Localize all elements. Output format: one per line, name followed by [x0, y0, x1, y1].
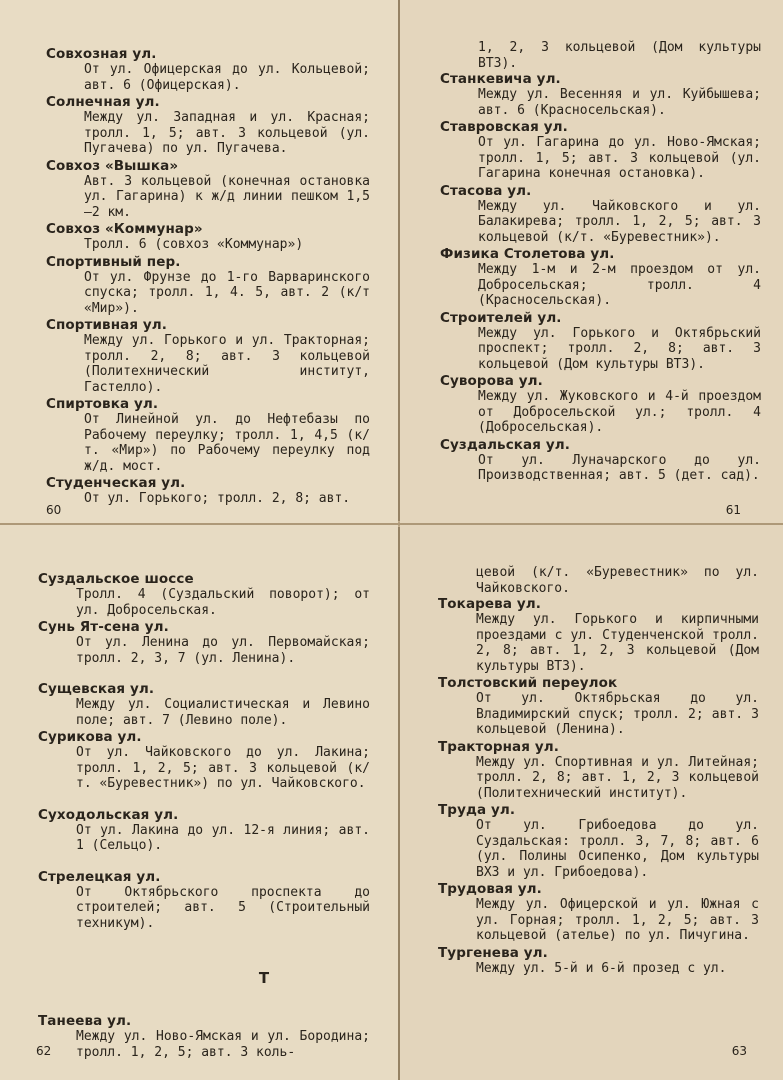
street-route: От ул. Чайковского до ул. Лакина; тролл. 1, 2, 5; авт. 3 кольцевой (к/т. «Буревестник») по ул. Чайковского. [76, 745, 370, 791]
page-63 [400, 525, 783, 1080]
street-name: Совхозная ул. [46, 46, 157, 62]
street-name: Физика Столетова ул. [440, 246, 615, 262]
entry [440, 246, 761, 309]
street-name: Строителей ул. [440, 309, 562, 326]
street-route: Между ул. Весенняя и ул. Куйбышева; авт. 6 (Красносельская). [478, 87, 761, 118]
street-name: Студенческая ул. [46, 475, 186, 491]
street-route: Между ул. Горького и Октябрьский проспект; тролл. 2, 8; авт. 3 кольцевой (Дом культуры ВТЗ). [478, 325, 761, 372]
entry [438, 739, 759, 802]
street-name: Тракторная ул. [438, 738, 559, 755]
street-name: Ставровская ул. [440, 119, 568, 135]
street-route: Между ул. Западная и ул. Красная; тролл. 1, 5; авт. 3 кольцевой (ул. Пугачева) по ул. Пугачева. [84, 110, 370, 156]
street-route: От ул. Горького; тролл. 2, 8; авт. [84, 491, 351, 506]
street-name: Сурикова ул. [38, 729, 142, 745]
street-route: От Линейной ул. до Нефтебазы по Рабочему переулку; тролл. 1, 4,5 (к/т. «Мир») по Рабочему переулку под ж/д. мост. [84, 412, 370, 474]
entry [38, 807, 370, 854]
entry [38, 571, 370, 618]
street-route: Между ул. 5-й и 6-й прозед с ул. [476, 960, 727, 976]
street-route: Между ул. Горького и кирпичными проездами с ул. Студенченской тролл. 2, 8; авт. 1, 2, 3 кольцевой (Дом культуры ВТЗ). [476, 612, 759, 674]
street-name: Совхоз «Вышка» [46, 157, 179, 174]
street-name: Суздальская ул. [440, 436, 570, 453]
entry [438, 802, 759, 880]
street-route: Между ул. Спортивная и ул. Литейная; тролл. 2, 8; авт. 1, 2, 3 кольцевой (Политехнический институт). [476, 754, 759, 801]
entry [38, 729, 370, 792]
street-route: От ул. Офицерская до ул. Кольцевой; авт. 6 (Офицерская). [84, 62, 370, 93]
entry [438, 881, 759, 944]
entry [438, 596, 759, 674]
street-route: Между ул. Чайковского и ул. Балакирева; тролл. 1, 2, 5; авт. 3 кольцевой (к/т. «Буревестник»). [478, 198, 761, 245]
street-route: Между ул. Социалистическая и Левино поле; авт. 7 (Левино поле). [76, 697, 370, 728]
entry [38, 681, 370, 728]
spacer [38, 855, 370, 869]
street-name: Совхоз «Коммунар» [46, 221, 203, 237]
entry [46, 254, 370, 317]
entry [440, 373, 761, 436]
spacer [38, 667, 370, 681]
entry [46, 46, 370, 93]
street-name: Токарева ул. [438, 596, 541, 612]
street-route: От ул. Ленина до ул. Первомайская; тролл. 2, 3, 7 (ул. Ленина). [76, 635, 370, 666]
street-name: Сущевская ул. [38, 681, 155, 697]
street-route: Между 1-м и 2-м проездом от ул. Добросельская; тролл. 4 (Красносельская). [478, 262, 761, 308]
entry [46, 158, 370, 221]
continuation-text: 1, 2, 3 кольцевой (Дом культуры ВТЗ). [478, 40, 761, 71]
street-name: Спиртовка ул. [46, 396, 159, 412]
street-name: Станкевича ул. [440, 71, 561, 87]
entry [440, 437, 761, 484]
entry [38, 619, 370, 666]
street-route: Между ул. Ново-Ямская и ул. Бородина; тролл. 1, 2, 5; авт. 3 коль- [76, 1029, 370, 1060]
street-name: Стасова ул. [440, 182, 532, 199]
street-name: Тургенева ул. [438, 944, 548, 961]
street-route: От ул. Гагарина до ул. Ново-Ямская; тролл. 1, 5; авт. 3 кольцевой (ул. Гагарина конечная остановка). [478, 135, 761, 181]
page-number: 60 [46, 503, 62, 517]
street-route: От ул. Октябрьская до ул. Владимирский спуск; тролл. 2; авт. 3 кольцевой (Ленина). [476, 691, 759, 737]
entry [46, 396, 370, 474]
street-route: Между ул. Жуковского и 4-й проездом от Добросельской ул.; тролл. 4 (Добросельская). [478, 389, 761, 435]
entry [46, 317, 370, 395]
entry [440, 183, 761, 246]
street-route: От ул. Фрунзе до 1-го Варваринского спуска; тролл. 1, 4. 5, авт. 2 (к/т «Мир»). [84, 269, 370, 316]
section-letter: Т [258, 969, 270, 987]
page-61 [400, 0, 783, 523]
street-name: Трудовая ул. [438, 881, 542, 897]
street-name: Танеева ул. [38, 1013, 132, 1029]
entry [438, 945, 759, 977]
street-route: Между ул. Горького и ул. Тракторная; тролл. 2, 8; авт. 3 кольцевой (Политехнический институт, Гастелло). [84, 333, 370, 395]
street-name: Стрелецкая ул. [38, 868, 161, 885]
street-name: Суворова ул. [440, 373, 543, 389]
entry [46, 221, 370, 253]
page-62 [0, 525, 398, 1080]
street-name: Спортивный пер. [46, 253, 181, 270]
street-name: Солнечная ул. [46, 94, 160, 110]
entry [38, 869, 370, 932]
street-name: Суздальское шоссе [38, 571, 194, 587]
street-route: От ул. Луначарского до ул. Производственная; авт. 5 (дет. сад). [478, 452, 761, 483]
street-name: Суходольская ул. [38, 806, 179, 823]
page-number: 63 [731, 1044, 747, 1058]
street-route: От ул. Грибоедова до ул. Суздальская: тролл. 3, 7, 8; авт. 6 (ул. Полины Осипенко, Дом культуры ВХЗ и ул. Грибоедова). [476, 818, 759, 880]
street-route: Между ул. Офицерской и ул. Южная с ул. Горная; тролл. 1, 2, 5; авт. 3 кольцевой (ателье) по ул. Пичугина. [476, 897, 759, 943]
entry [440, 310, 761, 373]
entry [440, 71, 761, 118]
street-name: Сунь Ят-сена ул. [38, 619, 169, 635]
page-number: 62 [36, 1044, 52, 1058]
continuation-text: цевой (к/т. «Буревестник» по ул. Чайковского. [476, 565, 759, 596]
street-route: Тролл. 4 (Суздальский поворот); от ул. Добросельская. [76, 587, 370, 618]
street-route: От Октябрьского проспекта до строителей; авт. 5 (Строительный техникум). [76, 884, 370, 931]
street-name: Спортивная ул. [46, 317, 168, 333]
entry [438, 675, 759, 738]
spacer [38, 793, 370, 807]
street-name: Труда ул. [438, 802, 516, 818]
street-name: Толстовский переулок [438, 675, 618, 691]
page-number: 61 [725, 503, 741, 517]
entry [38, 1013, 370, 1060]
street-route: Тролл. 6 (совхоз «Коммунар») [84, 237, 304, 252]
entry [46, 475, 370, 507]
entry [440, 119, 761, 182]
page-60 [0, 0, 398, 523]
street-route: Авт. 3 кольцевой (конечная остановка ул. Гагарина) к ж/д линии пешком 1,5—2 км. [84, 173, 370, 220]
street-route: От ул. Лакина до ул. 12-я линия; авт. 1 (Сельцо). [76, 822, 370, 853]
entry [46, 94, 370, 157]
